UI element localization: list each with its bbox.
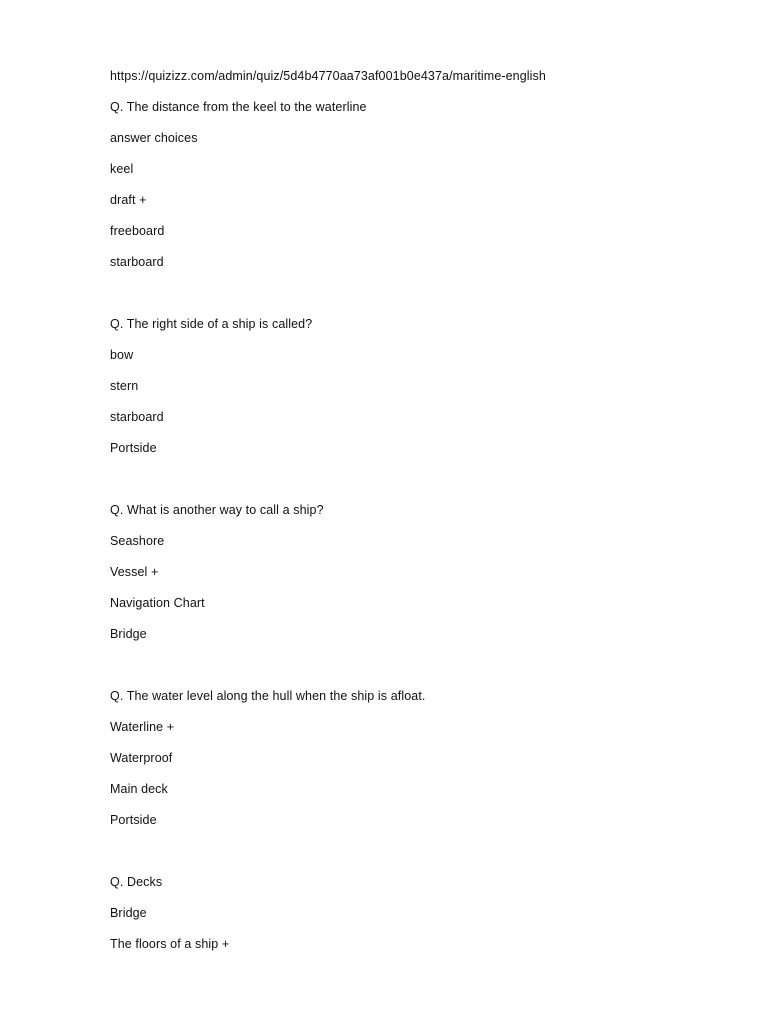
question-5: Q. Decks bbox=[110, 875, 163, 889]
question-3: Q. What is another way to call a ship? bbox=[110, 503, 324, 517]
q2-choice-1: bow bbox=[110, 348, 134, 362]
q4-choice-3: Main deck bbox=[110, 782, 168, 796]
q3-choice-2: Vessel + bbox=[110, 565, 159, 579]
q3-choice-1: Seashore bbox=[110, 534, 165, 548]
answer-choices-header: answer choices bbox=[110, 131, 198, 145]
q3-choice-4: Bridge bbox=[110, 627, 147, 641]
spacer bbox=[110, 844, 730, 875]
q4-choice-4: Portside bbox=[110, 813, 157, 827]
q1-choice-3: freeboard bbox=[110, 224, 165, 238]
question-1: Q. The distance from the keel to the waterline bbox=[110, 100, 367, 114]
q2-choice-4: Portside bbox=[110, 441, 157, 455]
q4-choice-2: Waterproof bbox=[110, 751, 173, 765]
spacer bbox=[110, 286, 730, 317]
quiz-url: https://quizizz.com/admin/quiz/5d4b4770aa73af001b0e437a/maritime-english bbox=[110, 69, 546, 83]
q1-choice-2: draft + bbox=[110, 193, 147, 207]
spacer bbox=[110, 472, 730, 503]
q5-choice-1: Bridge bbox=[110, 906, 147, 920]
q2-choice-3: starboard bbox=[110, 410, 164, 424]
spacer bbox=[110, 658, 730, 689]
q4-choice-1: Waterline + bbox=[110, 720, 175, 734]
q5-choice-2: The floors of a ship + bbox=[110, 937, 230, 951]
q1-choice-4: starboard bbox=[110, 255, 164, 269]
question-2: Q. The right side of a ship is called? bbox=[110, 317, 313, 331]
question-4: Q. The water level along the hull when the ship is afloat. bbox=[110, 689, 426, 703]
q1-choice-1: keel bbox=[110, 162, 134, 176]
document-page bbox=[110, 69, 730, 968]
q2-choice-2: stern bbox=[110, 379, 139, 393]
q3-choice-3: Navigation Chart bbox=[110, 596, 205, 610]
